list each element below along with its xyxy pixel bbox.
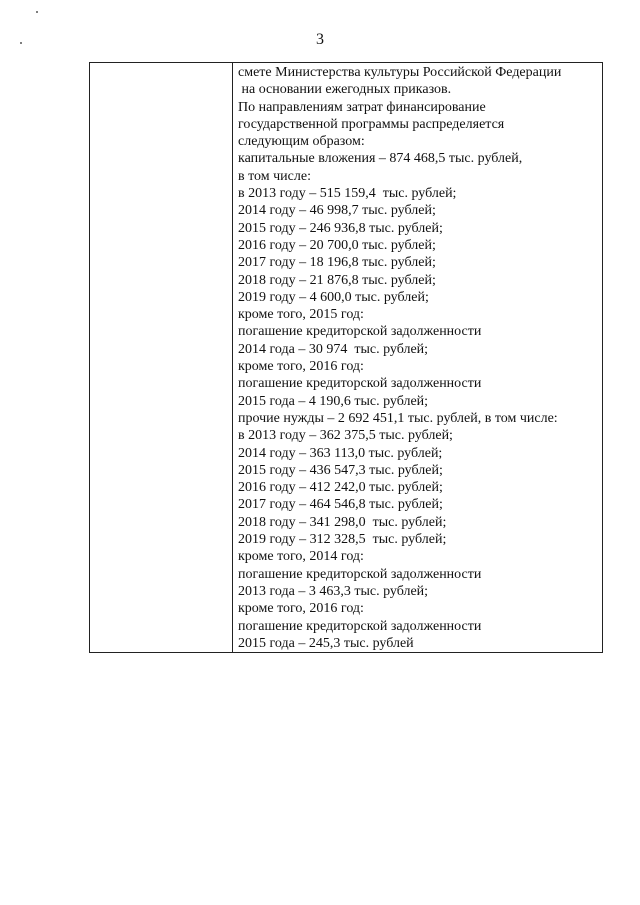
text-line: 2014 году – 46 998,7 тыс. рублей; <box>238 203 436 219</box>
text-line: 2016 году – 20 700,0 тыс. рублей; <box>238 237 436 253</box>
text-line: погашение кредиторской задолженности <box>238 566 482 582</box>
column-divider <box>232 63 233 652</box>
text-line: в 2013 году – 362 375,5 тыс. рублей; <box>238 428 453 444</box>
text-line: кроме того, 2015 год: <box>238 307 364 323</box>
text-line: погашение кредиторской задолженности <box>238 324 482 340</box>
text-line: на основании ежегодных приказов. <box>238 82 452 98</box>
text-line: 2013 года – 3 463,3 тыс. рублей; <box>238 583 429 599</box>
text-line: 2017 году – 18 196,8 тыс. рублей; <box>238 255 436 271</box>
text-line: 2018 году – 21 876,8 тыс. рублей; <box>238 272 436 288</box>
text-line: следующим образом: <box>238 134 365 150</box>
text-line: погашение кредиторской задолженности <box>238 618 482 634</box>
text-line: 2016 году – 412 242,0 тыс. рублей; <box>238 480 443 496</box>
text-line: в 2013 году – 515 159,4 тыс. рублей; <box>238 186 457 202</box>
text-line: кроме того, 2016 год: <box>238 601 364 617</box>
text-line: 2015 году – 436 547,3 тыс. рублей; <box>238 462 443 478</box>
text-line: кроме того, 2014 год: <box>238 549 364 565</box>
text-line: государственной программы распределяется <box>238 116 505 132</box>
text-line: По направлениям затрат финансирование <box>238 99 486 115</box>
text-line: капитальные вложения – 874 468,5 тыс. рублей, <box>238 151 523 167</box>
scan-speck <box>36 11 38 13</box>
text-line: 2015 года – 4 190,6 тыс. рублей; <box>238 393 429 409</box>
text-line: в том числе: <box>238 168 311 184</box>
content-table <box>89 62 603 653</box>
text-line: кроме того, 2016 год: <box>238 359 364 375</box>
page-number: 3 <box>316 31 324 48</box>
text-line: 2018 году – 341 298,0 тыс. рублей; <box>238 514 447 530</box>
text-line: 2015 года – 245,3 тыс. рублей <box>238 635 414 651</box>
text-line: прочие нужды – 2 692 451,1 тыс. рублей, в том числе: <box>238 410 558 426</box>
text-line: 2017 году – 464 546,8 тыс. рублей; <box>238 497 443 513</box>
text-line: 2019 году – 4 600,0 тыс. рублей; <box>238 289 429 305</box>
text-line: 2014 году – 363 113,0 тыс. рублей; <box>238 445 443 461</box>
table-text-cell <box>238 64 602 652</box>
text-line: 2015 году – 246 936,8 тыс. рублей; <box>238 220 443 236</box>
text-line: погашение кредиторской задолженности <box>238 376 482 392</box>
text-line: смете Министерства культуры Российской Федерации <box>238 65 562 80</box>
text-line: 2014 года – 30 974 тыс. рублей; <box>238 341 429 357</box>
text-line: 2019 году – 312 328,5 тыс. рублей; <box>238 532 447 548</box>
